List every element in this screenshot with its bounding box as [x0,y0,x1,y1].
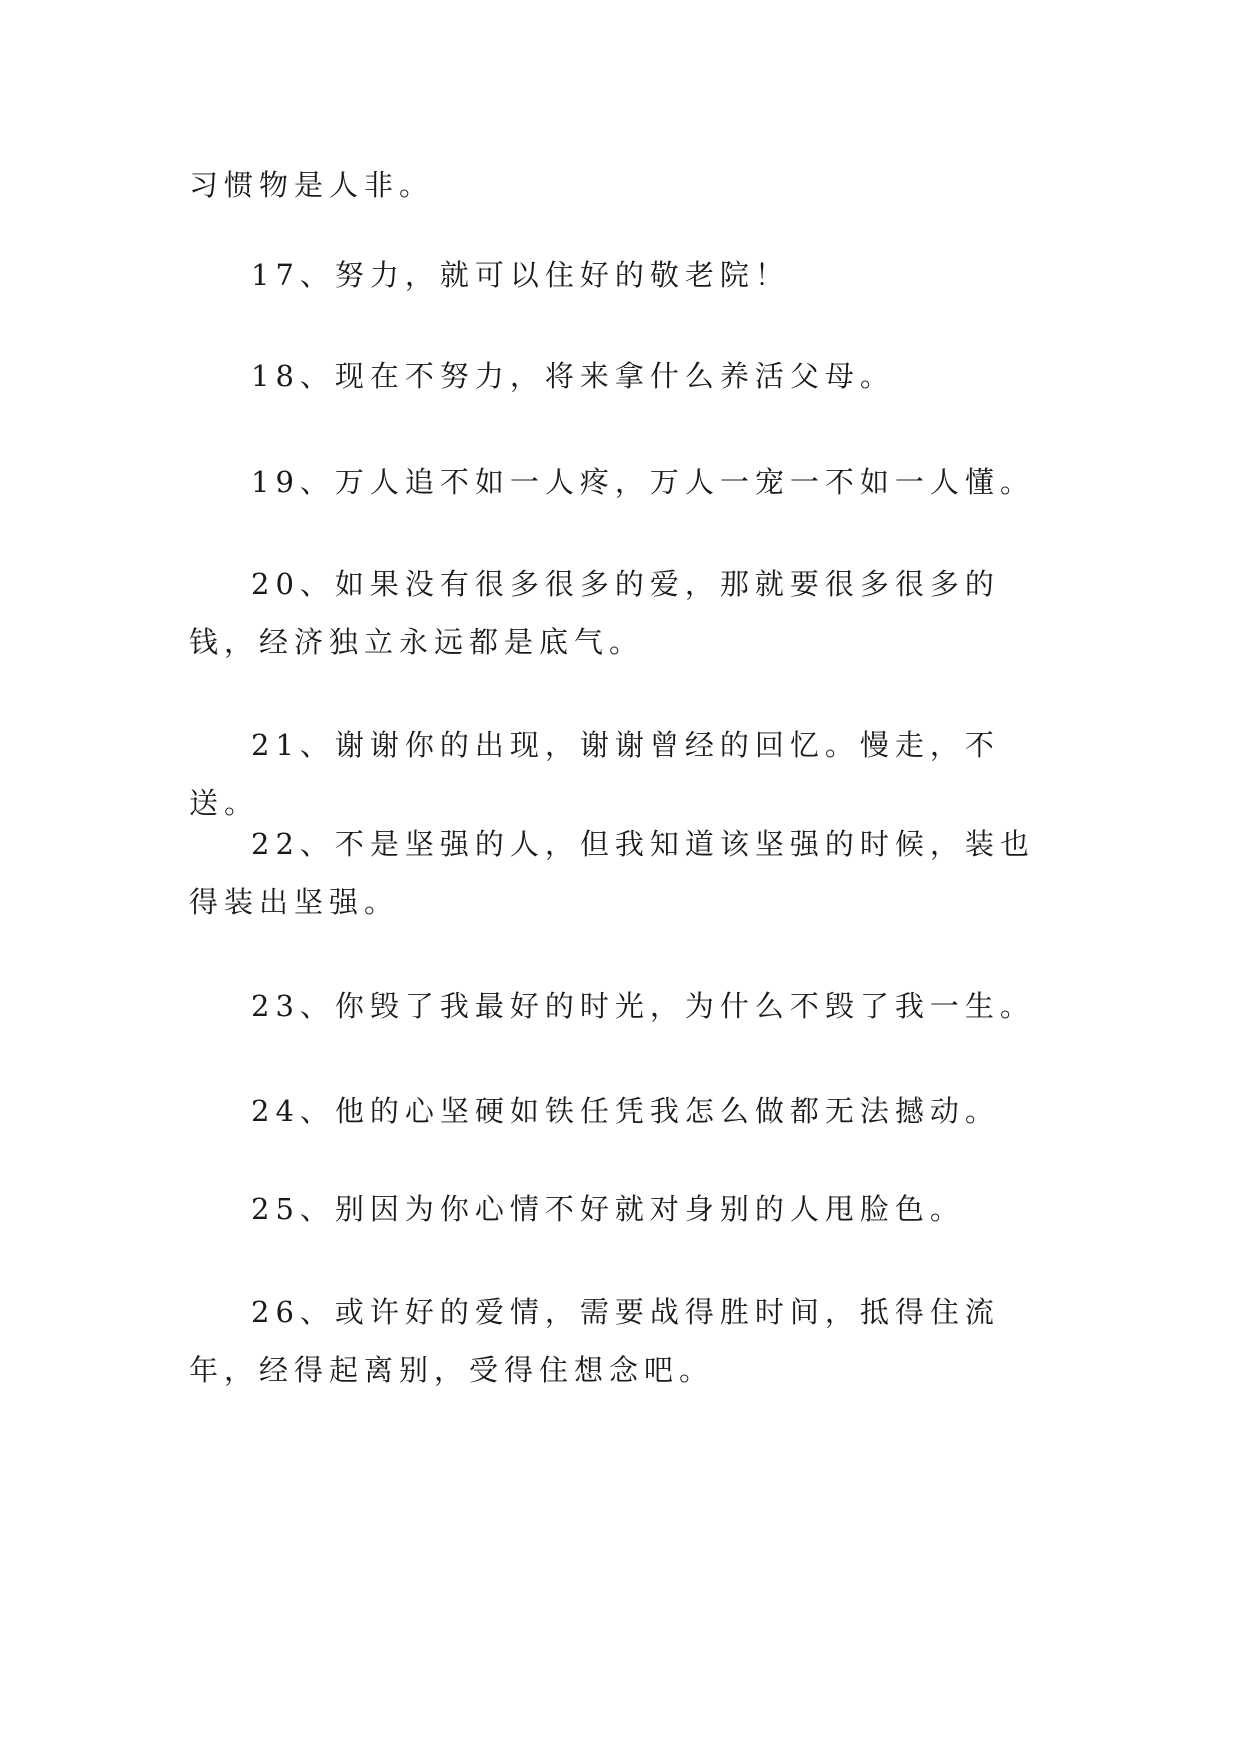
paragraph-18: 18、现在不努力，将来拿什么养活父母。 [251,359,895,393]
paragraph-23: 23、你毁了我最好的时光，为什么不毁了我一生。 [251,989,1035,1023]
paragraph-17: 17、努力，就可以住好的敬老院！ [251,258,790,292]
paragraph-22: 22、不是坚强的人，但我知道该坚强的时候，装也得装出坚强。 [189,827,1035,919]
paragraph-20: 20、如果没有很多很多的爱，那就要很多很多的钱，经济独立永远都是底气。 [189,567,1000,659]
paragraph-26: 26、或许好的爱情，需要战得胜时间，抵得住流年，经得起离别，受得住想念吧。 [189,1295,1000,1387]
paragraph-19: 19、万人追不如一人疼，万人一宠一不如一人懂。 [251,465,1035,499]
paragraph-24: 24、他的心坚硬如铁任凭我怎么做都无法撼动。 [251,1094,1000,1128]
paragraph-21: 21、谢谢你的出现，谢谢曾经的回忆。慢走，不送。 [189,728,1000,820]
paragraph-continuation: 习惯物是人非。 [189,168,435,202]
paragraph-25: 25、别因为你心情不好就对身别的人甩脸色。 [251,1192,965,1226]
